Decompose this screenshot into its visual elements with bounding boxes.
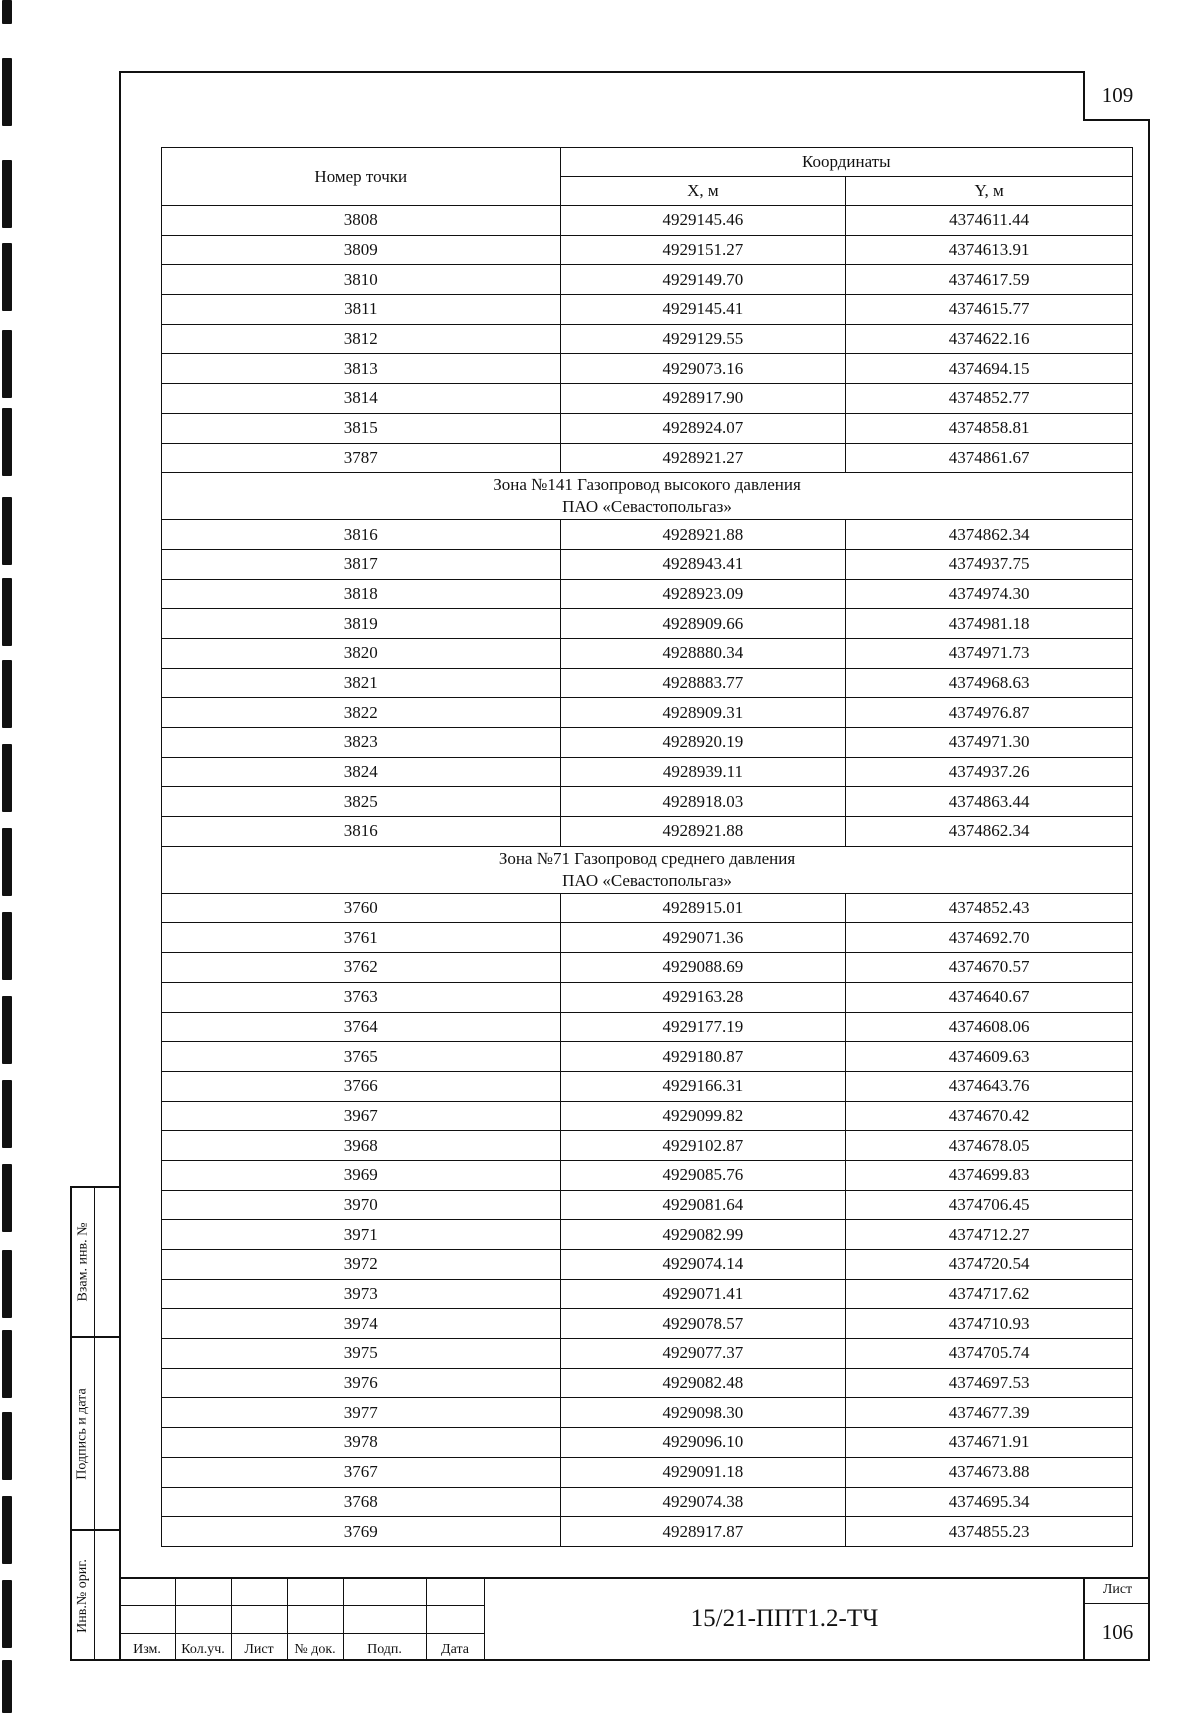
point-number-cell: 3972 (162, 1250, 561, 1280)
header-coordinates: Координаты (560, 148, 1132, 177)
x-coordinate-cell: 4929091.18 (560, 1457, 846, 1487)
y-coordinate-cell: 4374615.77 (846, 295, 1133, 325)
label-list: Лист (244, 1642, 274, 1657)
table-row (162, 1250, 1133, 1280)
binding-mark (2, 744, 12, 812)
binding-mark (2, 912, 12, 980)
x-coordinate-cell: 4929085.76 (560, 1160, 846, 1190)
point-number-cell: 3808 (162, 206, 561, 236)
x-coordinate-cell: 4929071.36 (560, 923, 846, 953)
y-coordinate-cell: 4374968.63 (846, 668, 1133, 698)
x-coordinate-cell: 4929145.46 (560, 206, 846, 236)
sheet-box (1083, 1577, 1150, 1661)
y-coordinate-cell: 4374862.34 (846, 520, 1133, 550)
binding-mark (2, 1580, 12, 1648)
x-coordinate-cell: 4929098.30 (560, 1398, 846, 1428)
x-coordinate-cell: 4929166.31 (560, 1071, 846, 1101)
binding-mark (2, 1330, 12, 1398)
table-row (162, 893, 1133, 923)
y-coordinate-cell: 4374863.44 (846, 787, 1133, 817)
binding-marks (0, 0, 16, 1713)
table-row (162, 1220, 1133, 1250)
table-row (162, 1131, 1133, 1161)
binding-mark (2, 996, 12, 1064)
table-row (162, 1398, 1133, 1428)
table-row (162, 354, 1133, 384)
point-number-cell: 3824 (162, 757, 561, 787)
x-coordinate-cell: 4928921.27 (560, 443, 846, 473)
zone-header-row (162, 846, 1133, 893)
stamp-cell-original (72, 1531, 119, 1661)
x-coordinate-cell: 4929129.55 (560, 324, 846, 354)
table-row (162, 549, 1133, 579)
point-number-cell: 3970 (162, 1190, 561, 1220)
table-row (162, 1071, 1133, 1101)
x-coordinate-cell: 4928883.77 (560, 668, 846, 698)
point-number-cell: 3977 (162, 1398, 561, 1428)
y-coordinate-cell: 4374981.18 (846, 609, 1133, 639)
point-number-cell: 3975 (162, 1339, 561, 1369)
point-number-cell: 3816 (162, 520, 561, 550)
zone-title-line: ПАО «Севастопольгаз» (562, 497, 732, 517)
x-coordinate-cell: 4929077.37 (560, 1339, 846, 1369)
point-number-cell: 3823 (162, 728, 561, 758)
point-number-cell: 3821 (162, 668, 561, 698)
table-row (162, 1339, 1133, 1369)
y-coordinate-cell: 4374673.88 (846, 1457, 1133, 1487)
table-row (162, 1368, 1133, 1398)
point-number-cell: 3819 (162, 609, 561, 639)
label-data: Дата (441, 1642, 469, 1657)
point-number-cell: 3971 (162, 1220, 561, 1250)
x-coordinate-cell: 4928921.88 (560, 520, 846, 550)
table-row (162, 668, 1133, 698)
point-number-cell: 3815 (162, 413, 561, 443)
table-row (162, 1101, 1133, 1131)
x-coordinate-cell: 4929180.87 (560, 1042, 846, 1072)
y-coordinate-cell: 4374622.16 (846, 324, 1133, 354)
y-coordinate-cell: 4374971.30 (846, 728, 1133, 758)
binding-mark (2, 828, 12, 896)
y-coordinate-cell: 4374974.30 (846, 579, 1133, 609)
point-number-cell: 3760 (162, 893, 561, 923)
y-coordinate-cell: 4374699.83 (846, 1160, 1133, 1190)
y-coordinate-cell: 4374643.76 (846, 1071, 1133, 1101)
binding-mark (2, 1164, 12, 1232)
y-coordinate-cell: 4374613.91 (846, 235, 1133, 265)
table-row (162, 384, 1133, 414)
title-block (119, 1577, 1150, 1661)
y-coordinate-cell: 4374858.81 (846, 413, 1133, 443)
point-number-cell: 3976 (162, 1368, 561, 1398)
y-coordinate-cell: 4374852.77 (846, 384, 1133, 414)
table-row (162, 235, 1133, 265)
point-number-cell: 3769 (162, 1517, 561, 1547)
point-number-cell: 3968 (162, 1131, 561, 1161)
x-coordinate-cell: 4929073.16 (560, 354, 846, 384)
x-coordinate-cell: 4928909.31 (560, 698, 846, 728)
zone-title (162, 846, 1133, 893)
point-number-cell: 3817 (162, 549, 561, 579)
x-coordinate-cell: 4928915.01 (560, 893, 846, 923)
y-coordinate-cell: 4374862.34 (846, 817, 1133, 847)
y-coordinate-cell: 4374694.15 (846, 354, 1133, 384)
point-number-cell: 3816 (162, 817, 561, 847)
y-coordinate-cell: 4374671.91 (846, 1428, 1133, 1458)
y-coordinate-cell: 4374717.62 (846, 1279, 1133, 1309)
table-row (162, 206, 1133, 236)
point-number-cell: 3978 (162, 1428, 561, 1458)
zone-header-row (162, 473, 1133, 520)
table-row (162, 757, 1133, 787)
x-coordinate-cell: 4929099.82 (560, 1101, 846, 1131)
table-row (162, 1309, 1133, 1339)
binding-mark (2, 1412, 12, 1480)
point-number-cell: 3762 (162, 953, 561, 983)
binding-mark (2, 330, 12, 398)
table-row (162, 1042, 1133, 1072)
y-coordinate-cell: 4374692.70 (846, 923, 1133, 953)
y-coordinate-cell: 4374720.54 (846, 1250, 1133, 1280)
header-y: Y, м (846, 177, 1133, 206)
y-coordinate-cell: 4374852.43 (846, 893, 1133, 923)
x-coordinate-cell: 4928920.19 (560, 728, 846, 758)
table-row (162, 787, 1133, 817)
table-row (162, 443, 1133, 473)
table-row (162, 728, 1133, 758)
x-coordinate-cell: 4928943.41 (560, 549, 846, 579)
point-number-cell: 3820 (162, 638, 561, 668)
x-coordinate-cell: 4929078.57 (560, 1309, 846, 1339)
y-coordinate-cell: 4374670.57 (846, 953, 1133, 983)
y-coordinate-cell: 4374640.67 (846, 982, 1133, 1012)
label-kol-uch: Кол.уч. (181, 1642, 225, 1657)
sheet-label: Лист (1085, 1577, 1150, 1604)
y-coordinate-cell: 4374617.59 (846, 265, 1133, 295)
y-coordinate-cell: 4374971.73 (846, 638, 1133, 668)
binding-mark (2, 578, 12, 646)
y-coordinate-cell: 4374712.27 (846, 1220, 1133, 1250)
y-coordinate-cell: 4374855.23 (846, 1517, 1133, 1547)
point-number-cell: 3811 (162, 295, 561, 325)
label-izm: Изм. (133, 1642, 161, 1657)
point-number-cell: 3787 (162, 443, 561, 473)
x-coordinate-cell: 4929102.87 (560, 1131, 846, 1161)
stamp-cell-replacement (72, 1188, 119, 1338)
binding-mark (2, 0, 12, 24)
x-coordinate-cell: 4929151.27 (560, 235, 846, 265)
x-coordinate-cell: 4928918.03 (560, 787, 846, 817)
binding-mark (2, 58, 12, 126)
x-coordinate-cell: 4929088.69 (560, 953, 846, 983)
y-coordinate-cell: 4374670.42 (846, 1101, 1133, 1131)
y-coordinate-cell: 4374705.74 (846, 1339, 1133, 1369)
table-row (162, 1279, 1133, 1309)
point-number-cell: 3768 (162, 1487, 561, 1517)
y-coordinate-cell: 4374697.53 (846, 1368, 1133, 1398)
table-row (162, 982, 1133, 1012)
x-coordinate-cell: 4929082.99 (560, 1220, 846, 1250)
table-row (162, 1160, 1133, 1190)
point-number-cell: 3766 (162, 1071, 561, 1101)
header-x: X, м (560, 177, 846, 206)
table-row (162, 1190, 1133, 1220)
strip-divider (94, 1188, 95, 1659)
table-row (162, 923, 1133, 953)
y-coordinate-cell: 4374937.26 (846, 757, 1133, 787)
table-row (162, 1517, 1133, 1547)
x-coordinate-cell: 4929177.19 (560, 1012, 846, 1042)
point-number-cell: 3764 (162, 1012, 561, 1042)
zone-title-line: ПАО «Севастопольгаз» (562, 870, 732, 890)
table-row (162, 609, 1133, 639)
x-coordinate-cell: 4928917.87 (560, 1517, 846, 1547)
header-point-number: Номер точки (162, 148, 561, 206)
binding-mark (2, 1496, 12, 1564)
x-coordinate-cell: 4928923.09 (560, 579, 846, 609)
binding-mark (2, 1080, 12, 1148)
x-coordinate-cell: 4929082.48 (560, 1368, 846, 1398)
y-coordinate-cell: 4374611.44 (846, 206, 1133, 236)
coordinates-table (161, 147, 1133, 1547)
binding-mark (2, 497, 12, 565)
point-number-cell: 3767 (162, 1457, 561, 1487)
point-number-cell: 3974 (162, 1309, 561, 1339)
page-number-top: 109 (1083, 71, 1150, 121)
binding-mark (2, 1660, 12, 1713)
y-coordinate-cell: 4374861.67 (846, 443, 1133, 473)
table-row (162, 324, 1133, 354)
x-coordinate-cell: 4928921.88 (560, 817, 846, 847)
label-podp: Подп. (367, 1642, 402, 1657)
x-coordinate-cell: 4929096.10 (560, 1428, 846, 1458)
table-row (162, 1487, 1133, 1517)
table-row (162, 1012, 1133, 1042)
binding-mark (2, 408, 12, 476)
y-coordinate-cell: 4374695.34 (846, 1487, 1133, 1517)
y-coordinate-cell: 4374608.06 (846, 1012, 1133, 1042)
table-row (162, 1457, 1133, 1487)
x-coordinate-cell: 4928880.34 (560, 638, 846, 668)
point-number-cell: 3973 (162, 1279, 561, 1309)
x-coordinate-cell: 4929163.28 (560, 982, 846, 1012)
y-coordinate-cell: 4374706.45 (846, 1190, 1133, 1220)
coordinates-body (162, 206, 1133, 1547)
binding-mark (2, 243, 12, 311)
document-code: 15/21-ППТ1.2-ТЧ (690, 1605, 879, 1632)
label-sign-date: Подпись и дата (75, 1387, 91, 1480)
binding-mark (2, 1250, 12, 1318)
table-row (162, 295, 1133, 325)
label-zam-inv: Взам. инв. № (75, 1222, 90, 1302)
table-row (162, 817, 1133, 847)
table-row (162, 638, 1133, 668)
y-coordinate-cell: 4374678.05 (846, 1131, 1133, 1161)
point-number-cell: 3763 (162, 982, 561, 1012)
point-number-cell: 3818 (162, 579, 561, 609)
table-row (162, 520, 1133, 550)
point-number-cell: 3813 (162, 354, 561, 384)
table-row (162, 265, 1133, 295)
zone-title (162, 473, 1133, 520)
point-number-cell: 3810 (162, 265, 561, 295)
x-coordinate-cell: 4929145.41 (560, 295, 846, 325)
y-coordinate-cell: 4374609.63 (846, 1042, 1133, 1072)
sheet-number: 106 (1101, 1619, 1134, 1644)
x-coordinate-cell: 4929149.70 (560, 265, 846, 295)
x-coordinate-cell: 4929074.38 (560, 1487, 846, 1517)
label-doc-no: № док. (294, 1642, 336, 1657)
table-row (162, 413, 1133, 443)
x-coordinate-cell: 4928924.07 (560, 413, 846, 443)
binding-mark (2, 160, 12, 228)
table-row (162, 698, 1133, 728)
x-coordinate-cell: 4929071.41 (560, 1279, 846, 1309)
point-number-cell: 3765 (162, 1042, 561, 1072)
revision-grid (119, 1577, 484, 1661)
point-number-cell: 3814 (162, 384, 561, 414)
point-number-cell: 3969 (162, 1160, 561, 1190)
zone-title-line: Зона №71 Газопровод среднего давления (498, 848, 796, 868)
point-number-cell: 3825 (162, 787, 561, 817)
y-coordinate-cell: 4374677.39 (846, 1398, 1133, 1428)
x-coordinate-cell: 4928917.90 (560, 384, 846, 414)
point-number-cell: 3967 (162, 1101, 561, 1131)
point-number-cell: 3761 (162, 923, 561, 953)
y-coordinate-cell: 4374976.87 (846, 698, 1133, 728)
x-coordinate-cell: 4929074.14 (560, 1250, 846, 1280)
x-coordinate-cell: 4928939.11 (560, 757, 846, 787)
point-number-cell: 3812 (162, 324, 561, 354)
label-inv-orig: Инв.№ ориг. (75, 1559, 91, 1633)
point-number-cell: 3809 (162, 235, 561, 265)
table-row (162, 953, 1133, 983)
table-row (162, 579, 1133, 609)
zone-title-line: Зона №141 Газопровод высокого давления (493, 475, 801, 495)
y-coordinate-cell: 4374937.75 (846, 549, 1133, 579)
binding-mark (2, 660, 12, 728)
table-row (162, 1428, 1133, 1458)
stamp-cell-signature (72, 1338, 119, 1531)
point-number-cell: 3822 (162, 698, 561, 728)
x-coordinate-cell: 4929081.64 (560, 1190, 846, 1220)
side-stamp-strip (70, 1186, 119, 1661)
y-coordinate-cell: 4374710.93 (846, 1309, 1133, 1339)
x-coordinate-cell: 4928909.66 (560, 609, 846, 639)
